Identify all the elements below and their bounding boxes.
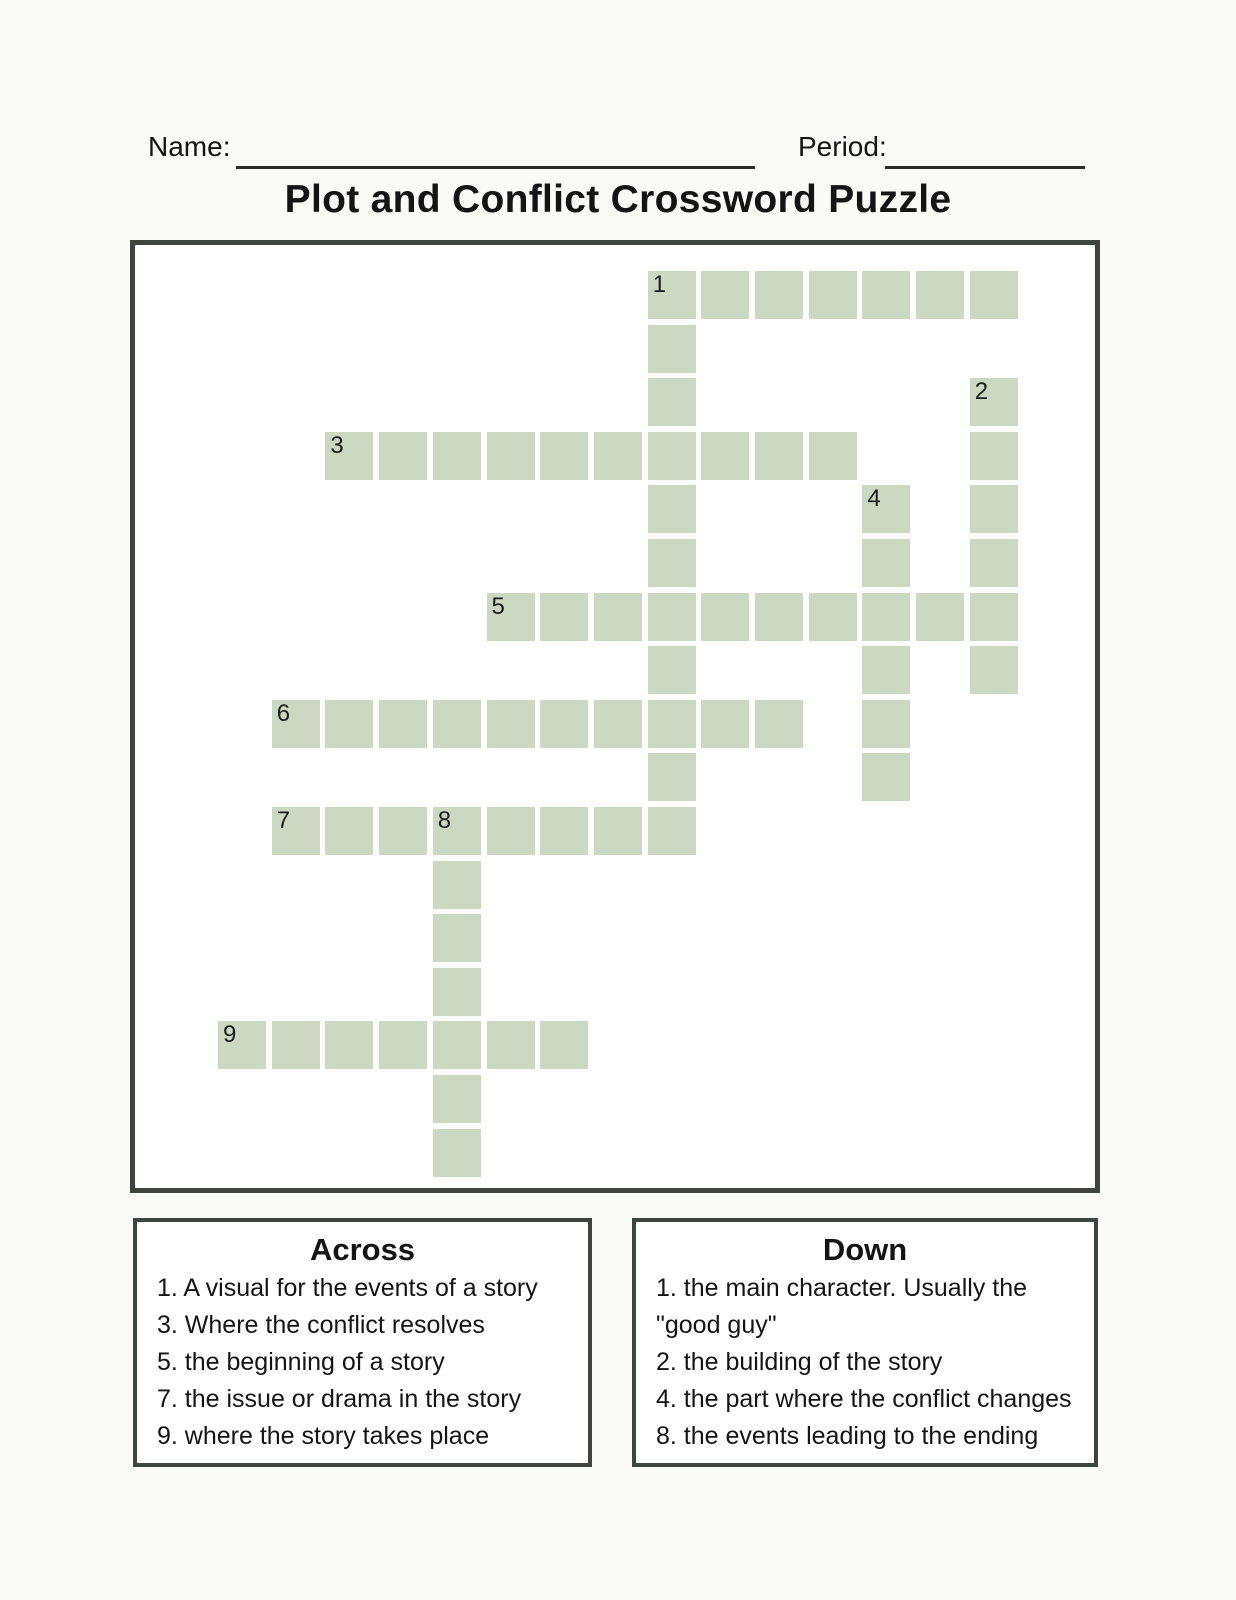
cell-number: 3 xyxy=(330,431,344,459)
crossword-cell[interactable] xyxy=(487,432,535,480)
across-clue: 5. the beginning of a story xyxy=(157,1348,445,1376)
down-clue: 2. the building of the story xyxy=(656,1348,943,1376)
cell-number: 9 xyxy=(223,1021,237,1049)
crossword-cell[interactable] xyxy=(272,700,320,748)
crossword-cell[interactable] xyxy=(916,271,964,319)
crossword-cell[interactable] xyxy=(970,271,1018,319)
cell-number: 4 xyxy=(867,485,881,513)
crossword-cell[interactable] xyxy=(325,807,373,855)
crossword-cell[interactable] xyxy=(648,539,696,587)
cell-number: 8 xyxy=(437,807,452,834)
down-heading: Down xyxy=(822,1232,908,1267)
crossword-cell[interactable] xyxy=(970,539,1018,587)
down-clue: 1. the main character. Usually the "good guy" xyxy=(656,1274,1028,1339)
crossword-cell[interactable] xyxy=(755,593,803,641)
crossword-cell[interactable] xyxy=(809,271,857,319)
crossword-cell[interactable] xyxy=(809,432,857,480)
crossword-cell[interactable] xyxy=(970,432,1018,480)
crossword-cell[interactable] xyxy=(648,378,696,426)
cell-number: 1 xyxy=(652,271,666,298)
across-clues-box xyxy=(133,1218,592,1467)
crossword-cell[interactable] xyxy=(809,593,857,641)
crossword-cell[interactable] xyxy=(701,271,749,319)
crossword-grid xyxy=(130,240,1100,1193)
crossword-cell[interactable] xyxy=(755,700,803,748)
crossword-cell[interactable] xyxy=(594,807,642,855)
crossword-cell[interactable] xyxy=(218,1021,266,1069)
crossword-cell[interactable] xyxy=(970,378,1018,426)
crossword-cell[interactable] xyxy=(648,807,696,855)
crossword-cell[interactable] xyxy=(540,700,588,748)
crossword-cell[interactable] xyxy=(379,807,427,855)
crossword-cell[interactable] xyxy=(325,1021,373,1069)
crossword-cell[interactable] xyxy=(701,593,749,641)
across-heading: Across xyxy=(309,1232,416,1267)
across-clue: 1. A visual for the events of a story xyxy=(157,1274,538,1302)
crossword-cell[interactable] xyxy=(487,807,535,855)
crossword-cell[interactable] xyxy=(862,539,910,587)
crossword-cell[interactable] xyxy=(862,485,910,533)
name-label: Name: xyxy=(148,131,231,162)
crossword-cell[interactable] xyxy=(325,700,373,748)
crossword-cell[interactable] xyxy=(433,1129,481,1177)
crossword-cell[interactable] xyxy=(648,485,696,533)
crossword-cell[interactable] xyxy=(970,646,1018,694)
crossword-cell[interactable] xyxy=(970,485,1018,533)
crossword-cell[interactable] xyxy=(648,753,696,801)
crossword-cell[interactable] xyxy=(594,432,642,480)
crossword-cell[interactable] xyxy=(970,593,1018,641)
crossword-cell[interactable] xyxy=(648,700,696,748)
crossword-cell[interactable] xyxy=(325,432,373,480)
across-clue: 9. where the story takes place xyxy=(157,1422,490,1450)
crossword-cell[interactable] xyxy=(648,325,696,373)
crossword-cell[interactable] xyxy=(862,753,910,801)
crossword-cell[interactable] xyxy=(916,593,964,641)
crossword-cell[interactable] xyxy=(433,432,481,480)
crossword-cell[interactable] xyxy=(487,1021,535,1069)
crossword-cell[interactable] xyxy=(433,914,481,962)
crossword-cell[interactable] xyxy=(648,593,696,641)
crossword-cell[interactable] xyxy=(755,271,803,319)
crossword-cell[interactable] xyxy=(433,968,481,1016)
crossword-cell[interactable] xyxy=(862,593,910,641)
name-blank-line[interactable] xyxy=(236,132,755,169)
crossword-cell[interactable] xyxy=(433,700,481,748)
down-clues-box xyxy=(632,1218,1098,1467)
crossword-cell[interactable] xyxy=(862,700,910,748)
crossword-cell[interactable] xyxy=(862,646,910,694)
crossword-cell[interactable] xyxy=(379,1021,427,1069)
crossword-cell[interactable] xyxy=(433,1021,481,1069)
crossword-cell[interactable] xyxy=(594,700,642,748)
crossword-cell[interactable] xyxy=(701,700,749,748)
crossword-cell[interactable] xyxy=(648,271,696,319)
crossword-cell[interactable] xyxy=(755,432,803,480)
crossword-cell[interactable] xyxy=(433,807,481,855)
cell-number: 5 xyxy=(491,592,505,620)
period-blank-line[interactable] xyxy=(885,132,1085,169)
crossword-cell[interactable] xyxy=(540,807,588,855)
down-clue-list xyxy=(636,1270,1094,1455)
cell-number: 7 xyxy=(276,807,291,834)
crossword-cell[interactable] xyxy=(862,271,910,319)
crossword-cell[interactable] xyxy=(379,432,427,480)
crossword-cell[interactable] xyxy=(433,1075,481,1123)
crossword-cell[interactable] xyxy=(540,1021,588,1069)
cell-number: 2 xyxy=(974,378,989,406)
crossword-cell[interactable] xyxy=(379,700,427,748)
crossword-cell[interactable] xyxy=(701,432,749,480)
crossword-cell[interactable] xyxy=(594,593,642,641)
crossword-cell[interactable] xyxy=(487,593,535,641)
crossword-cell[interactable] xyxy=(487,700,535,748)
crossword-cell[interactable] xyxy=(648,646,696,694)
crossword-cell[interactable] xyxy=(272,807,320,855)
down-clue: 8. the events leading to the ending xyxy=(656,1422,1039,1450)
cell-number: 6 xyxy=(276,699,291,727)
period-label: Period: xyxy=(798,131,887,162)
crossword-cell[interactable] xyxy=(272,1021,320,1069)
down-clue: 4. the part where the conflict changes xyxy=(656,1385,1072,1413)
crossword-cell[interactable] xyxy=(540,593,588,641)
across-clue: 3. Where the conflict resolves xyxy=(157,1311,485,1339)
crossword-cell[interactable] xyxy=(540,432,588,480)
page-title: Plot and Conflict Crossword Puzzle xyxy=(284,178,952,221)
across-clue-list xyxy=(137,1270,588,1455)
crossword-cell[interactable] xyxy=(433,861,481,909)
crossword-cell[interactable] xyxy=(648,432,696,480)
across-clue: 7. the issue or drama in the story xyxy=(157,1385,522,1413)
